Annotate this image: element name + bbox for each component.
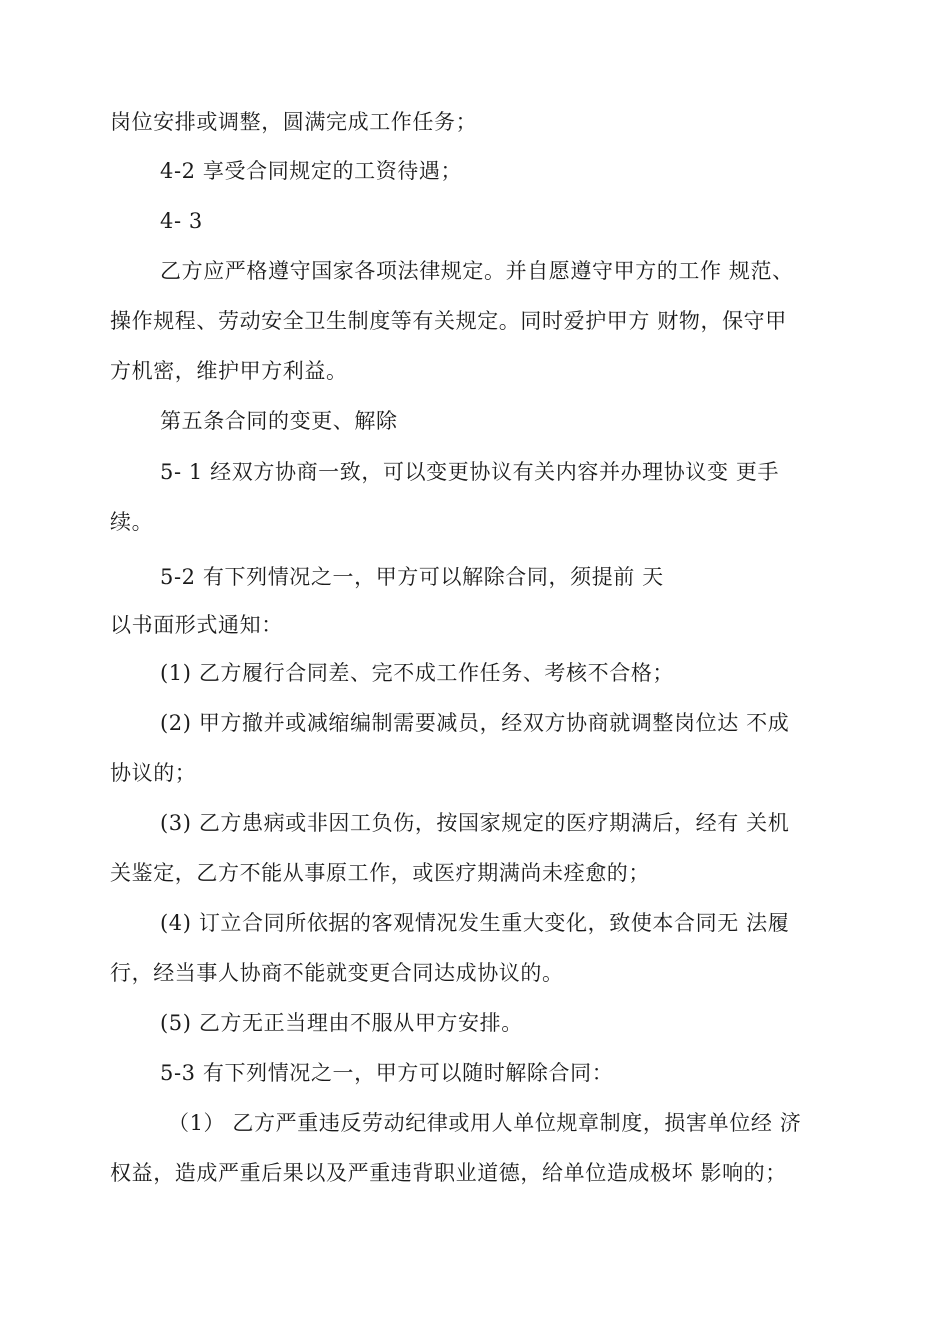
clause-5-2: 5-2 有下列情况之一，甲方可以解除合同，须提前 天	[160, 565, 664, 589]
paragraph-line: 以书面形式通知：	[110, 613, 283, 637]
paragraph-line: 关鉴定，乙方不能从事原工作，或医疗期满尚未痊愈的；	[110, 861, 650, 885]
list-item-2: (2) 甲方撤并或减缩编制需要减员，经双方协商就调整岗位达 不成	[160, 711, 790, 735]
paragraph-line: 岗位安排或调整，圆满完成工作任务；	[110, 110, 478, 134]
paragraph-line: 乙方应严格遵守国家各项法律规定。并自愿遵守甲方的工作 规范、	[160, 259, 794, 283]
paragraph-line: 协议的；	[110, 761, 197, 785]
list-item-1b: （1） 乙方严重违反劳动纪律或用人单位规章制度，损害单位经 济	[168, 1111, 802, 1135]
list-item-4: (4) 订立合同所依据的客观情况发生重大变化，致使本合同无 法履	[160, 911, 790, 935]
clause-4-3-heading: 4- 3	[160, 209, 203, 233]
article-5-heading: 第五条合同的变更、解除	[160, 409, 398, 433]
clause-5-1: 5- 1 经双方协商一致，可以变更协议有关内容并办理协议变 更手	[160, 460, 780, 484]
paragraph-line: 方机密，维护甲方利益。	[110, 359, 348, 383]
clause-5-3: 5-3 有下列情况之一，甲方可以随时解除合同：	[160, 1061, 614, 1085]
paragraph-line: 行，经当事人协商不能就变更合同达成协议的。	[110, 961, 564, 985]
clause-4-2: 4-2 享受合同规定的工资待遇；	[160, 159, 463, 183]
paragraph-line: 操作规程、劳动安全卫生制度等有关规定。同时爱护甲方 财物，保守甲	[110, 309, 787, 333]
list-item-5: (5) 乙方无正当理由不服从甲方安排。	[160, 1011, 523, 1035]
paragraph-line: 续。	[110, 510, 154, 534]
list-item-1: (1) 乙方履行合同差、完不成工作任务、考核不合格；	[160, 661, 675, 685]
list-item-3: (3) 乙方患病或非因工负伤，按国家规定的医疗期满后，经有 关机	[160, 811, 790, 835]
paragraph-line: 权益，造成严重后果以及严重违背职业道德，给单位造成极坏 影响的；	[110, 1161, 787, 1185]
